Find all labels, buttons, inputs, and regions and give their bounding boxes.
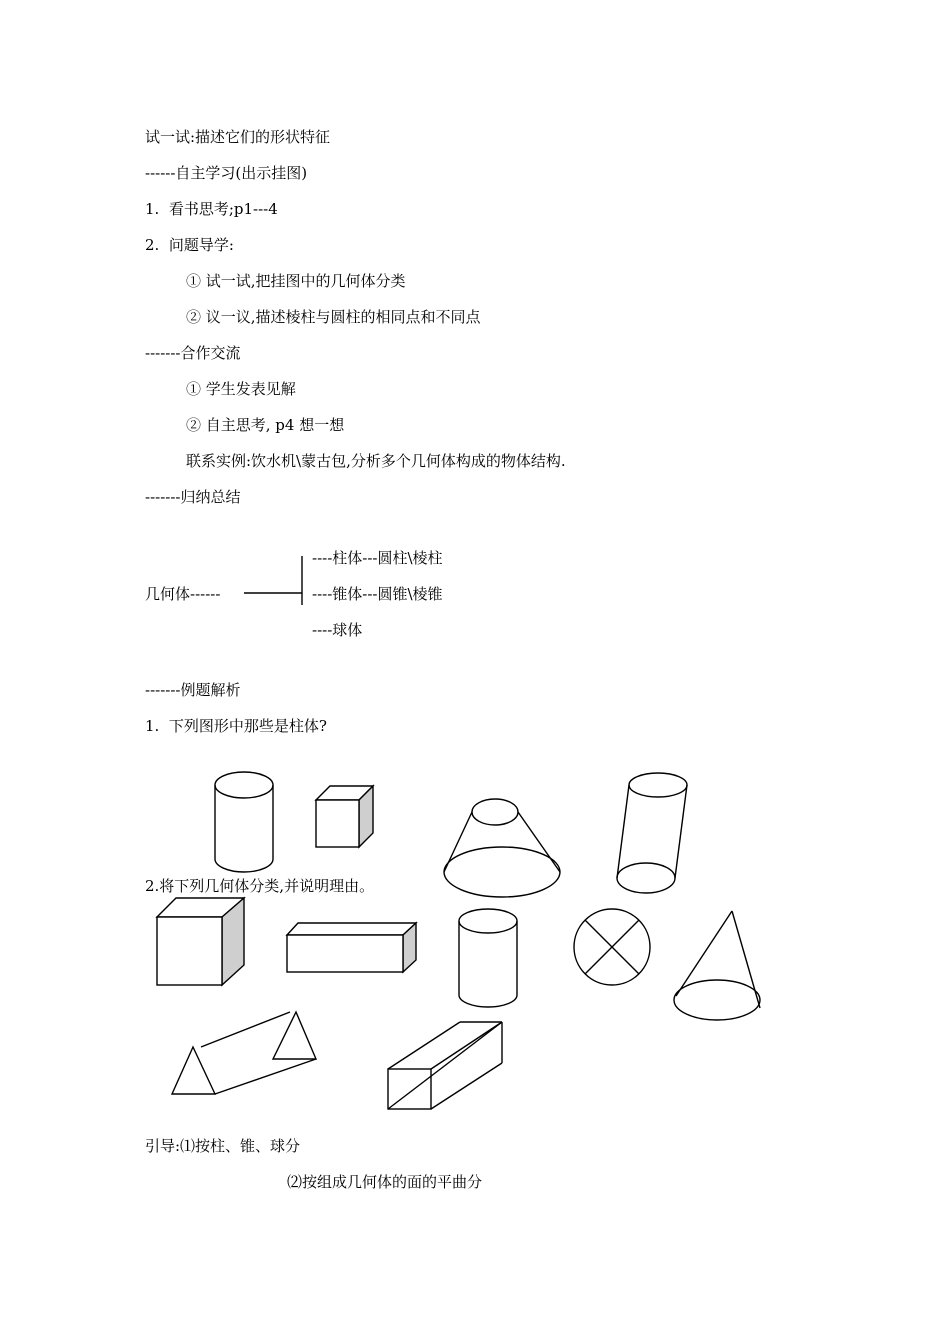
item-read-think: 1. 看书思考;p1---4 — [145, 200, 278, 218]
sphere-icon — [574, 909, 650, 985]
frustum-icon — [444, 799, 560, 897]
section-summary: -------归纳总结 — [145, 488, 241, 506]
cube-icon — [157, 898, 244, 985]
guide-method-2: ⑵按组成几何体的面的平曲分 — [287, 1173, 483, 1191]
sub-item-self-think: ② 自主思考, p4 想一想 — [186, 416, 345, 434]
heading-try: 试一试:描述它们的形状特征 — [145, 128, 331, 146]
sub-item-students-share: ① 学生发表见解 — [186, 380, 296, 398]
cylinder-icon — [215, 772, 273, 872]
real-examples: 联系实例:饮水机\蒙古包,分析多个几何体构成的物体结构. — [186, 452, 566, 470]
section-cooperation: -------合作交流 — [145, 344, 241, 362]
question-1: 1. 下列图形中那些是柱体? — [145, 717, 327, 735]
item-guided-questions: 2. 问题导学: — [145, 236, 234, 254]
question-2: 2.将下列几何体分类,并说明理由。 — [145, 877, 375, 895]
cone-icon — [674, 911, 760, 1020]
diagram-connector — [244, 556, 302, 605]
triangular-prism-icon — [172, 1012, 316, 1094]
diagram-root-label: 几何体------ — [145, 585, 221, 603]
diagram-branch-cone: ----锥体---圆锥\棱锥 — [312, 585, 443, 603]
cube-icon — [316, 786, 373, 847]
section-self-study: ------自主学习(出示挂图) — [145, 164, 308, 182]
sub-item-discuss: ② 议一议,描述棱柱与圆柱的相同点和不同点 — [186, 308, 481, 326]
slanted-cylinder-icon — [617, 773, 687, 893]
diagram-branch-sphere: ----球体 — [312, 621, 363, 639]
cuboid-icon — [287, 923, 416, 972]
sub-item-classify: ① 试一试,把挂图中的几何体分类 — [186, 272, 406, 290]
section-examples: -------例题解析 — [145, 681, 241, 699]
guide-method-1: 引导:⑴按柱、锥、球分 — [145, 1137, 301, 1155]
cylinder-icon — [459, 909, 517, 1007]
diagram-branch-prism: ----柱体---圆柱\棱柱 — [312, 549, 443, 567]
rectangular-prism-icon — [388, 1022, 502, 1109]
